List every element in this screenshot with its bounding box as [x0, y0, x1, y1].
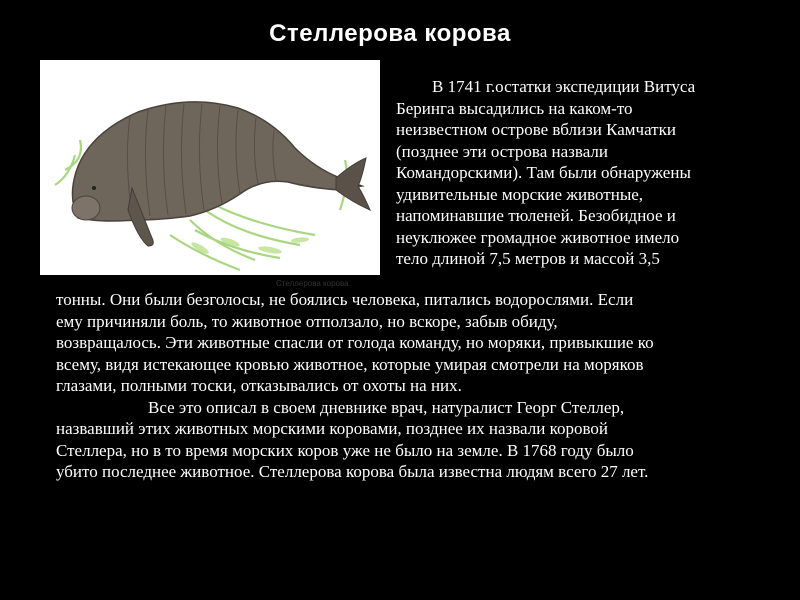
text-line: всему, видя истекающее кровью животное, которые умирая смотрели на моряков: [56, 354, 644, 374]
steller-sea-cow-illustration: [40, 60, 380, 288]
text-line: (позднее эти острова назвали: [396, 141, 608, 161]
illustration-caption: Стеллерова корова: [276, 279, 349, 288]
text-line: напоминавшие тюленей. Безобидное и: [396, 206, 676, 225]
text-line: глазами, полными тоски, отказывались от охоты на них.: [56, 376, 462, 395]
text-line: тонны. Они были безголосы, не боялись человека, питались водорослями. Если: [56, 290, 634, 309]
sea-cow-drawing: [40, 60, 380, 275]
text-line: назвавший этих животных морскими коровами, позднее их назвали коровой: [56, 419, 608, 438]
text-line: Стеллера, но в то время морских коров уже не было на земле. В 1768 году было: [56, 440, 634, 460]
text-line: неизвестном острове вблизи Камчатки: [396, 120, 676, 139]
text-line: Все это описал в своем дневнике врач, натуралист Георг Стеллер,: [148, 397, 625, 417]
body-text: [56, 289, 771, 483]
text-line: удивительные морские животные,: [396, 184, 644, 204]
paragraph-1-beside-image: [396, 76, 776, 270]
text-line: Беринга высадились на каком-то: [396, 98, 633, 118]
text-line: В 1741 г.остатки экспедиции Витуса: [432, 77, 696, 96]
text-line: убито последнее животное. Стеллерова корова была известна людям всего 27 лет.: [56, 462, 649, 481]
text-line: неуклюжее громадное животное имело: [396, 227, 680, 247]
text-line: ему причиняли боль, то животное отползало, но вскоре, забыв обиду,: [56, 311, 558, 331]
text-line: Командорскими). Там были обнаружены: [396, 163, 691, 182]
text-line: тело длиной 7,5 метров и массой 3,5: [396, 249, 660, 268]
slide-title: Стеллерова корова: [269, 20, 511, 47]
text-line: возвращалось. Эти животные спасли от голода команду, но моряки, привыкшие ко: [56, 333, 654, 352]
